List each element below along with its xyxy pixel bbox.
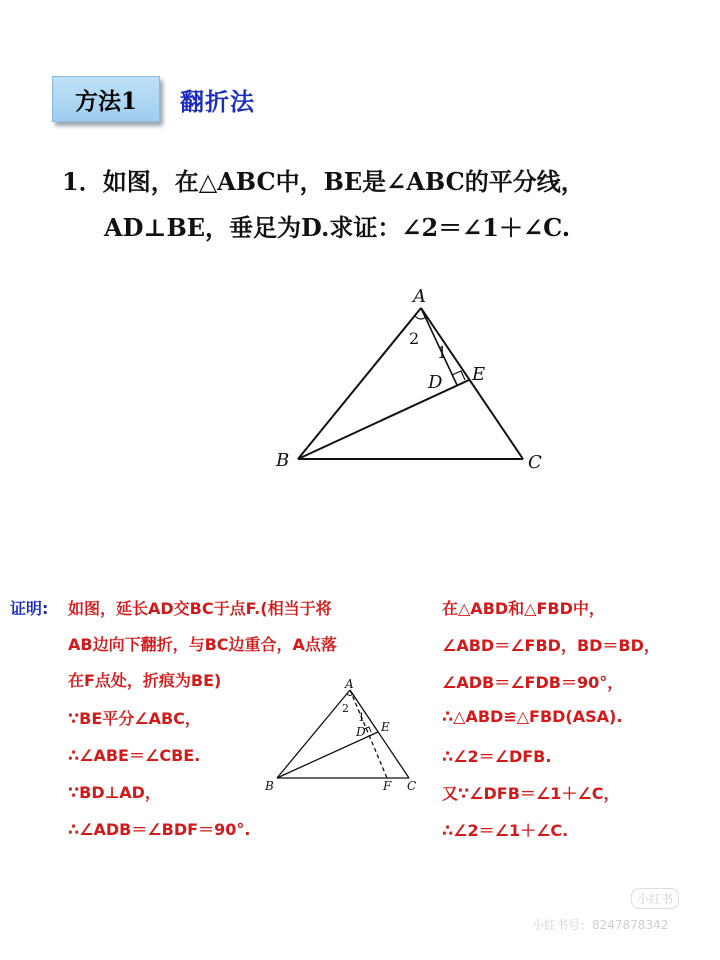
small-label-angle-1: 1 bbox=[358, 711, 365, 724]
proof-right-line: 又∵∠DFB＝∠1＋∠C， bbox=[442, 784, 620, 803]
small-segment-AB bbox=[277, 690, 350, 778]
label-C: C bbox=[528, 452, 542, 473]
label-D: D bbox=[428, 372, 443, 393]
proof-left-line: ∴∠ADB＝∠BDF＝90°. bbox=[68, 820, 251, 839]
label-A: A bbox=[413, 286, 426, 307]
segment-BE bbox=[298, 380, 469, 459]
label-E: E bbox=[472, 364, 486, 385]
small-angle-arc-2 bbox=[347, 694, 353, 696]
watermark-id: 小红书号：8247878342 bbox=[532, 918, 669, 932]
small-label-A: A bbox=[345, 677, 354, 691]
proof-right-line: ∠ADB＝∠FDB＝90°， bbox=[442, 673, 624, 692]
problem-statement-line-1: 1．如图，在△ABC中，BE是∠ABC的平分线， bbox=[62, 167, 585, 196]
proof-right-line: ∴∠2＝∠1＋∠C. bbox=[442, 821, 569, 840]
problem-statement-line-2: AD⊥BE，垂足为D.求证：∠2＝∠1＋∠C. bbox=[104, 213, 571, 242]
proof-right-line: ∴△ABD≌△FBD(ASA). bbox=[442, 707, 623, 726]
method-badge: 方法1 bbox=[52, 76, 160, 122]
proof-left-line: ∵BD⊥AD， bbox=[68, 783, 161, 802]
label-angle-1: 1 bbox=[437, 343, 448, 362]
method-title: 翻折法 bbox=[180, 88, 255, 116]
small-label-E: E bbox=[381, 720, 390, 734]
proof-right-line: 在△ABD和△FBD中， bbox=[442, 599, 605, 618]
proof-right-line: ∠ABD＝∠FBD，BD＝BD， bbox=[442, 636, 660, 655]
proof-left-line: 在F点处，折痕为BE) bbox=[68, 671, 222, 690]
small-label-F: F bbox=[383, 779, 392, 793]
label-B: B bbox=[276, 450, 290, 471]
proof-right-line: ∴∠2＝∠DFB. bbox=[442, 747, 552, 766]
proof-left-line: AB边向下翻折，与BC边重合，A点落 bbox=[68, 635, 337, 654]
small-label-D: D bbox=[356, 725, 366, 739]
proof-left-line: 如图，延长AD交BC于点F.(相当于将 bbox=[68, 599, 332, 618]
proof-left-line: ∵BE平分∠ABC， bbox=[68, 709, 201, 728]
small-label-B: B bbox=[265, 779, 274, 793]
small-label-angle-2: 2 bbox=[342, 702, 349, 715]
small-label-C: C bbox=[407, 779, 417, 793]
proof-left-line: ∴∠ABE＝∠CBE. bbox=[68, 746, 201, 765]
label-angle-2: 2 bbox=[409, 329, 420, 348]
segment-AB bbox=[298, 308, 421, 459]
watermark-logo: 小红书 bbox=[631, 888, 679, 909]
proof-label: 证明: bbox=[10, 599, 49, 618]
